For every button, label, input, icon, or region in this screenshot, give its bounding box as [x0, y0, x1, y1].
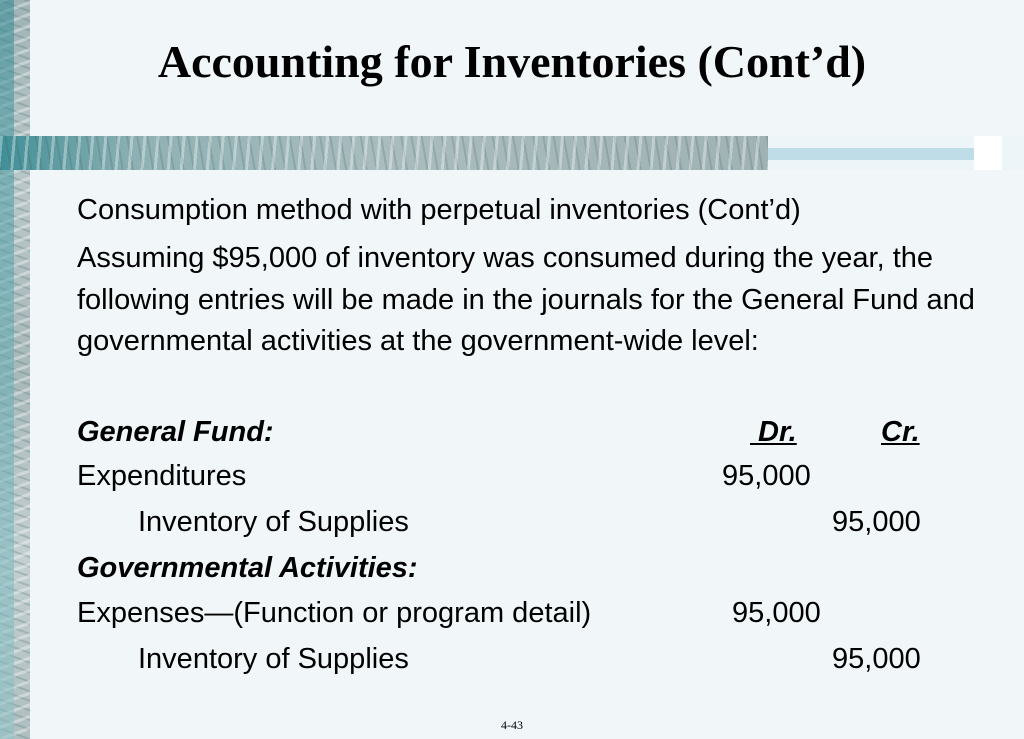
decorative-band-end — [974, 136, 1002, 174]
decorative-band-line — [768, 148, 974, 160]
slide-title: Accounting for Inventories (Cont’d) — [157, 36, 867, 87]
general-fund-debit-account: Expenditures — [77, 460, 247, 492]
credit-column-label: Cr. — [881, 416, 920, 448]
debit-column-label: Dr. — [750, 416, 797, 448]
decorative-band — [0, 136, 768, 170]
general-fund-credit-amount: 95,000 — [832, 506, 921, 538]
general-fund-heading: General Fund: — [77, 416, 274, 448]
decorative-left-strip-edge — [0, 0, 14, 739]
page-number: 4-43 — [501, 718, 523, 732]
governmental-activities-debit-account: Expenses—(Function or program detail) — [77, 597, 592, 629]
general-fund-credit-account: Inventory of Supplies — [138, 506, 409, 538]
governmental-activities-credit-amount: 95,000 — [832, 643, 921, 675]
explanation-paragraph: Assuming $95,000 of inventory was consumed during the year, the following entries will be made in the journals for the General Fund and governmental activities at the government-wide level: — [77, 242, 975, 357]
governmental-activities-heading: Governmental Activities: — [77, 552, 418, 584]
subtitle-line: Consumption method with perpetual inventories (Cont’d) — [77, 194, 801, 226]
governmental-activities-credit-account: Inventory of Supplies — [138, 643, 409, 675]
governmental-activities-debit-amount: 95,000 — [732, 597, 821, 629]
general-fund-debit-amount: 95,000 — [722, 460, 811, 492]
